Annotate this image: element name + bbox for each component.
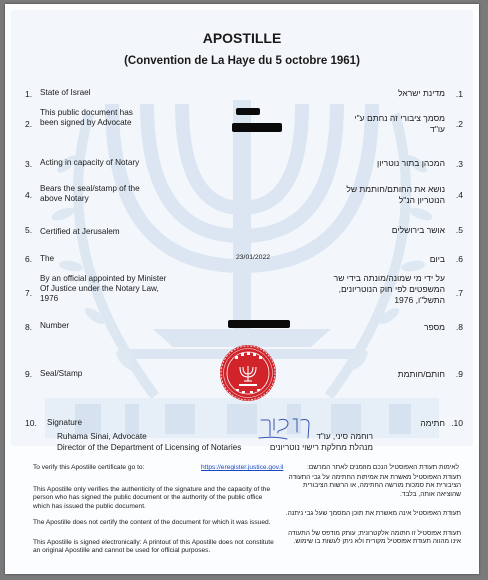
item-10-english: Signature: [47, 418, 83, 427]
redaction-bar: [236, 108, 260, 115]
item-3-number: 3.: [25, 159, 33, 169]
notice-he-paragraph-1: תעודת האפוסטיל מאשרת את אמיתות החתימה על גבי התעודה הציבורית את סמכות מורשה החתימה, או הרשות הציבורית שהוציאה אותה, בלבד.: [288, 474, 461, 498]
item-6-right-number: .6: [455, 254, 463, 264]
apostille-date: 23/01/2022: [236, 254, 271, 261]
verify-link[interactable]: https://eregister.justice.gov.il: [201, 464, 284, 471]
signatory-name-english: Ruhama Sinai, Advocate: [57, 432, 147, 441]
item-1-number: 1.: [25, 89, 33, 99]
item-5-number: 5.: [25, 225, 33, 235]
item-4-right-number: .4: [455, 190, 463, 200]
signatory-title-english: Director of the Department of Licensing of Notaries: [57, 443, 242, 452]
item-2-right-number: .2: [455, 119, 463, 129]
redaction-bar: [232, 123, 282, 132]
item-8-right-number: .8: [455, 322, 463, 332]
item-5-right-number: .5: [455, 225, 463, 235]
verify-label-hebrew: לאימות תעודת האפוסטיל הנכם מוזמנים לאתר המרשם:: [306, 464, 459, 471]
notice-en-paragraph-2: The Apostille does not certify the content of the document for which it was issued.: [33, 519, 271, 526]
notice-he-paragraph-2: תעודת האפוסטיל אינה מאשרת את תוכן המסמך שעל גבי ניתנה.: [285, 510, 461, 517]
item-10-hebrew: חתימה: [420, 418, 445, 428]
item-1-english: State of Israel: [40, 88, 91, 97]
item-4-number: 4.: [25, 190, 33, 200]
item-9-number: 9.: [25, 369, 33, 379]
handwritten-signature: [257, 414, 313, 442]
signatory-title-hebrew: מנהלת מחלקת רישוי נוטריונים: [269, 443, 373, 452]
item-10-number: 10.: [25, 418, 37, 428]
document-subtitle: (Convention de La Haye du 5 octobre 1961): [124, 55, 360, 67]
document-title: APOSTILLE: [202, 30, 282, 46]
ministry-seal-stamp: [219, 344, 277, 402]
item-1-hebrew: מדינת ישראל: [398, 88, 445, 98]
notice-he-paragraph-3: תעודת אפוסטיל זו חתומה אלקטרונית; עותק מודפס של התעודה אינו מהווה תעודת אפוסטיל מקורית ולא ניתן לעשות בו שימוש.: [288, 530, 461, 546]
item-2-english: This public document has been signed by Advocate: [40, 108, 133, 127]
item-2-hebrew: מסמך ציבורי זה נחתם ע"י עו"ד: [354, 113, 445, 134]
verify-label: To verify this Apostille certificate go to:: [33, 464, 145, 471]
item-5-hebrew: אושר בירושלים: [391, 225, 445, 235]
item-3-english: Acting in capacity of Notary: [40, 158, 140, 167]
item-4-english: Bears the seal/stamp of the above Notary: [40, 184, 140, 203]
notice-en-paragraph-1: This Apostille only verifies the authenticity of the signature and the capacity of the person who has signed the public document or the authority of the public office which has issued the public document.: [33, 486, 271, 510]
item-6-number: 6.: [25, 254, 33, 264]
item-7-right-number: .7: [455, 288, 463, 298]
apostille-page: [5, 4, 479, 574]
item-3-hebrew: המכהן בתור נוטריון: [377, 158, 445, 168]
item-6-english: The: [40, 254, 55, 263]
item-3-right-number: .3: [455, 159, 463, 169]
item-9-hebrew: חותם/חותמת: [397, 369, 445, 379]
item-1-right-number: .1: [455, 89, 463, 99]
item-8-number: 8.: [25, 322, 33, 332]
item-9-right-number: .9: [455, 369, 463, 379]
item-6-hebrew: ביום: [429, 254, 445, 264]
item-4-hebrew: נושא את החותם/חותמת של הנוטריון הנ"ל: [346, 184, 445, 205]
item-2-number: 2.: [25, 119, 33, 129]
item-8-english: Number: [40, 321, 70, 330]
item-5-english: Certified at Jerusalem: [40, 227, 120, 236]
redaction-bar: [228, 320, 290, 328]
item-7-hebrew: על ידי מי שמונה/מונתה בידי שר המשפטים לפי חוק הנוטריונים, התשל"ו, 1976: [333, 273, 445, 305]
verification-notice: [25, 460, 465, 570]
notice-en-paragraph-3: This Apostille is signed electronically: A printout of this Apostille does not constitute an original Apostille and cannot be used for official purposes.: [33, 539, 274, 555]
item-7-english: By an official appointed by Minister Of Justice under the Notary Law, 1976: [40, 274, 167, 303]
signatory-name-hebrew: רוחמה סיני, עו"ד: [316, 432, 373, 441]
item-8-hebrew: מספר: [423, 322, 445, 332]
item-9-english: Seal/Stamp: [40, 369, 83, 378]
item-10-right-number: .10: [451, 418, 463, 428]
item-7-number: 7.: [25, 288, 33, 298]
